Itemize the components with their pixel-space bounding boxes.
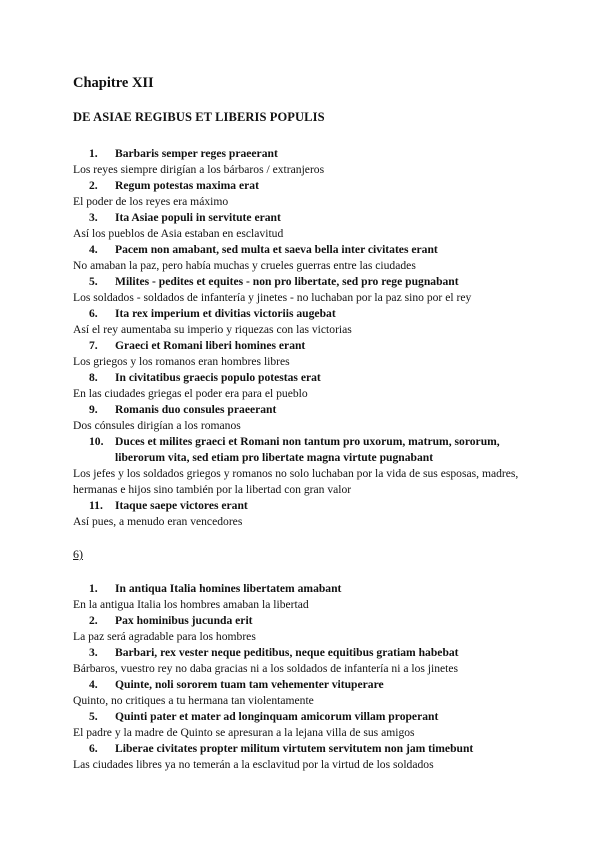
spanish-translation: Dos cónsules dirigían a los romanos	[73, 419, 241, 432]
spanish-translation: En la antigua Italia los hombres amaban la libertad	[73, 598, 309, 611]
spanish-translation: Los griegos y los romanos eran hombres libres	[73, 355, 290, 368]
item-number: 5.	[89, 710, 98, 723]
spanish-translation: En las ciudades griegas el poder era para el pueblo	[73, 387, 308, 400]
list-item	[73, 677, 543, 709]
latin-text: Liberae civitates propter militum virtutem servitutem non jam timebunt	[115, 742, 474, 755]
list-item	[73, 645, 543, 677]
spanish-translation: No amaban la paz, pero había muchas y crueles guerras entre las ciudades	[73, 259, 416, 272]
list-item	[73, 402, 543, 434]
spanish-translation: Los reyes siempre dirigían a los bárbaros / extranjeros	[73, 163, 325, 176]
latin-text: Milites - pedites et equites - non pro libertate, sed pro rege pugnabant	[115, 275, 459, 288]
list-item	[73, 434, 543, 498]
latin-sentence	[89, 709, 543, 725]
spanish-translation: Las ciudades libres ya no temerán a la esclavitud por la virtud de los soldados	[73, 758, 434, 771]
item-number: 5.	[89, 275, 98, 288]
chapter-title: Chapitre XII	[73, 75, 154, 91]
latin-text: Duces et milites graeci et Romani non tantum pro uxorum, matrum, sororum, liberorum vita, sed etiam pro libertate magna virtute pugnabant	[115, 435, 500, 464]
item-number: 4.	[89, 678, 98, 691]
latin-text: Barbaris semper reges praeerant	[115, 147, 278, 160]
section-title: DE ASIAE REGIBUS ET LIBERIS POPULIS	[73, 110, 325, 124]
spanish-translation: Bárbaros, vuestro rey no daba gracias ni a los soldados de infantería ni a los jinetes	[73, 662, 459, 675]
list-item	[73, 274, 543, 306]
latin-text: Regum potestas maxima erat	[115, 179, 259, 192]
list-item	[73, 306, 543, 338]
list-item	[73, 709, 543, 741]
latin-text: Ita rex imperium et divitias victoriis augebat	[115, 307, 336, 320]
item-number: 11.	[89, 499, 103, 512]
latin-sentence	[89, 306, 543, 322]
list-item	[73, 210, 543, 242]
latin-text: In civitatibus graecis populo potestas erat	[115, 371, 321, 384]
list-item	[73, 613, 543, 645]
latin-sentence	[89, 338, 543, 354]
list-item	[73, 178, 543, 210]
list-item	[73, 498, 543, 530]
item-number: 3.	[89, 646, 98, 659]
latin-sentence	[89, 498, 543, 514]
latin-text: Pax hominibus jucunda erit	[115, 614, 253, 627]
latin-sentence	[89, 581, 543, 597]
spanish-translation: Así pues, a menudo eran vencedores	[73, 515, 243, 528]
list-item	[73, 242, 543, 274]
latin-sentence	[89, 741, 543, 757]
item-number: 2.	[89, 179, 98, 192]
latin-text: Pacem non amabant, sed multa et saeva bella inter civitates erant	[115, 243, 438, 256]
item-number: 8.	[89, 371, 98, 384]
latin-sentence	[89, 677, 543, 693]
exercise-items-2	[73, 581, 543, 773]
latin-text: Graeci et Romani liberi homines erant	[115, 339, 306, 352]
latin-text: Ita Asiae populi in servitute erant	[115, 211, 281, 224]
spanish-translation: El padre y la madre de Quinto se apresuran a la lejana villa de sus amigos	[73, 726, 415, 739]
latin-text: In antiqua Italia homines libertatem amabant	[115, 582, 342, 595]
list-item	[73, 146, 543, 178]
exercise-label[interactable]: 6)	[73, 547, 83, 561]
latin-text: Itaque saepe victores erant	[115, 499, 248, 512]
item-number: 7.	[89, 339, 98, 352]
list-item	[73, 741, 543, 773]
item-number: 1.	[89, 582, 98, 595]
spanish-translation: La paz será agradable para los hombres	[73, 630, 256, 643]
exercise-list-2	[73, 545, 543, 773]
spanish-translation: El poder de los reyes era máximo	[73, 195, 229, 208]
latin-sentence	[89, 210, 543, 226]
latin-sentence	[89, 242, 543, 258]
item-number: 9.	[89, 403, 98, 416]
item-number: 3.	[89, 211, 98, 224]
spanish-translation: Quinto, no critiques a tu hermana tan violentamente	[73, 694, 314, 707]
latin-text: Quinti pater et mater ad longinquam amicorum villam properant	[115, 710, 439, 723]
list-item	[73, 581, 543, 613]
latin-sentence	[89, 402, 543, 418]
spanish-translation: Los soldados - soldados de infantería y jinetes - no luchaban por la paz sino por el rey	[73, 291, 472, 304]
latin-sentence	[89, 274, 543, 290]
item-number: 4.	[89, 243, 98, 256]
latin-sentence	[89, 370, 543, 386]
latin-text: Romanis duo consules praeerant	[115, 403, 277, 416]
exercise-list-1	[73, 146, 543, 530]
latin-text: Barbari, rex vester neque peditibus, neque equitibus gratiam habebat	[115, 646, 459, 659]
latin-sentence	[89, 178, 543, 194]
spanish-translation: Así los pueblos de Asia estaban en esclavitud	[73, 227, 284, 240]
list-item	[73, 370, 543, 402]
latin-sentence	[89, 613, 543, 629]
spanish-translation: Así el rey aumentaba su imperio y riquezas con las victorias	[73, 323, 352, 336]
latin-sentence	[89, 146, 543, 162]
latin-sentence	[89, 434, 543, 466]
item-number: 1.	[89, 147, 98, 160]
item-number: 6.	[89, 742, 98, 755]
spanish-translation: Los jefes y los soldados griegos y romanos no solo luchaban por la vida de sus esposas, madres, hermanas e hijos sino también por la libertad con gran valor	[73, 467, 519, 496]
latin-text: Quinte, noli sororem tuam tam vehementer vituperare	[115, 678, 384, 691]
latin-sentence	[89, 645, 543, 661]
item-number: 6.	[89, 307, 98, 320]
list-item	[73, 338, 543, 370]
item-number: 10.	[89, 435, 104, 448]
item-number: 2.	[89, 614, 98, 627]
